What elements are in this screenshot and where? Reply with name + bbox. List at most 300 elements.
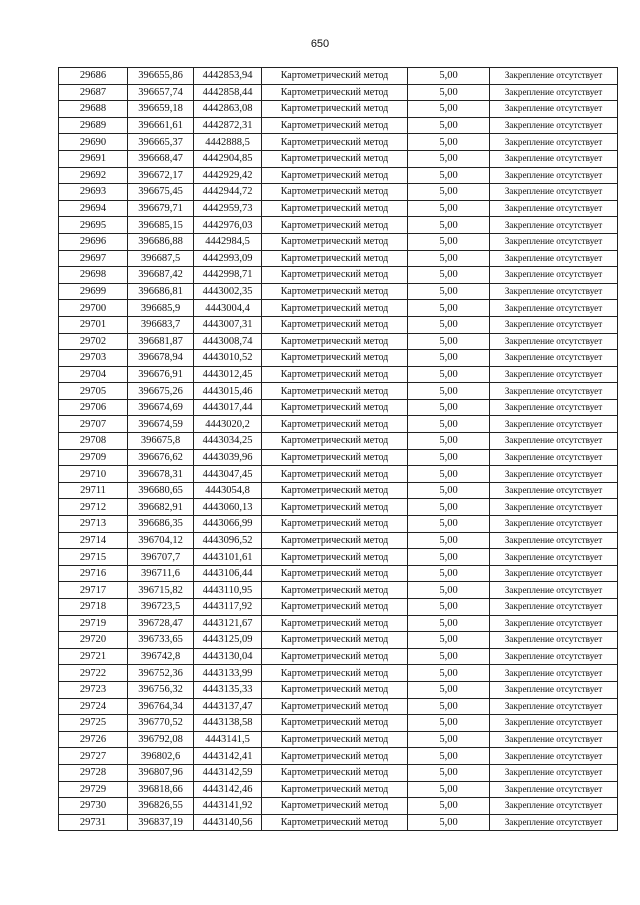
point-number-cell: 29687 (59, 84, 128, 101)
table-row (59, 134, 618, 151)
fixation-cell: Закрепление отсутствует (490, 665, 618, 682)
x-coordinate-cell: 396792,08 (128, 731, 194, 748)
y-coordinate-cell: 4442888,5 (194, 134, 262, 151)
x-coordinate-cell: 396723,5 (128, 599, 194, 616)
y-coordinate-cell: 4443020,2 (194, 416, 262, 433)
method-cell: Картометрический метод (262, 283, 408, 300)
y-coordinate-cell: 4443133,99 (194, 665, 262, 682)
point-number-cell: 29715 (59, 549, 128, 566)
method-cell: Картометрический метод (262, 648, 408, 665)
accuracy-cell: 5,00 (408, 798, 490, 815)
x-coordinate-cell: 396675,8 (128, 433, 194, 450)
fixation-cell: Закрепление отсутствует (490, 134, 618, 151)
point-number-cell: 29709 (59, 449, 128, 466)
accuracy-cell: 5,00 (408, 681, 490, 698)
accuracy-cell: 5,00 (408, 184, 490, 201)
table-row (59, 167, 618, 184)
y-coordinate-cell: 4443141,5 (194, 731, 262, 748)
accuracy-cell: 5,00 (408, 648, 490, 665)
accuracy-cell: 5,00 (408, 549, 490, 566)
accuracy-cell: 5,00 (408, 632, 490, 649)
x-coordinate-cell: 396659,18 (128, 101, 194, 118)
x-coordinate-cell: 396685,15 (128, 217, 194, 234)
x-coordinate-cell: 396679,71 (128, 200, 194, 217)
x-coordinate-cell: 396742,8 (128, 648, 194, 665)
y-coordinate-cell: 4443054,8 (194, 482, 262, 499)
accuracy-cell: 5,00 (408, 565, 490, 582)
y-coordinate-cell: 4443138,58 (194, 715, 262, 732)
y-coordinate-cell: 4442929,42 (194, 167, 262, 184)
fixation-cell: Закрепление отсутствует (490, 316, 618, 333)
table-row (59, 233, 618, 250)
table-row (59, 399, 618, 416)
fixation-cell: Закрепление отсутствует (490, 565, 618, 582)
x-coordinate-cell: 396678,94 (128, 350, 194, 367)
table-row (59, 150, 618, 167)
accuracy-cell: 5,00 (408, 615, 490, 632)
table-row (59, 764, 618, 781)
table-row (59, 482, 618, 499)
fixation-cell: Закрепление отсутствует (490, 681, 618, 698)
table-row (59, 565, 618, 582)
accuracy-cell: 5,00 (408, 68, 490, 85)
fixation-cell: Закрепление отсутствует (490, 68, 618, 85)
fixation-cell: Закрепление отсутствует (490, 433, 618, 450)
point-number-cell: 29688 (59, 101, 128, 118)
point-number-cell: 29713 (59, 516, 128, 533)
accuracy-cell: 5,00 (408, 599, 490, 616)
method-cell: Картометрический метод (262, 781, 408, 798)
table-row (59, 532, 618, 549)
method-cell: Картометрический метод (262, 416, 408, 433)
x-coordinate-cell: 396672,17 (128, 167, 194, 184)
fixation-cell: Закрепление отсутствует (490, 499, 618, 516)
method-cell: Картометрический метод (262, 68, 408, 85)
table-row (59, 781, 618, 798)
method-cell: Картометрический метод (262, 316, 408, 333)
method-cell: Картометрический метод (262, 134, 408, 151)
x-coordinate-cell: 396733,65 (128, 632, 194, 649)
x-coordinate-cell: 396676,62 (128, 449, 194, 466)
x-coordinate-cell: 396704,12 (128, 532, 194, 549)
method-cell: Картометрический метод (262, 549, 408, 566)
method-cell: Картометрический метод (262, 599, 408, 616)
method-cell: Картометрический метод (262, 615, 408, 632)
table-row (59, 698, 618, 715)
method-cell: Картометрический метод (262, 698, 408, 715)
x-coordinate-cell: 396764,34 (128, 698, 194, 715)
fixation-cell: Закрепление отсутствует (490, 798, 618, 815)
table-row (59, 615, 618, 632)
table-row (59, 731, 618, 748)
method-cell: Картометрический метод (262, 383, 408, 400)
fixation-cell: Закрепление отсутствует (490, 350, 618, 367)
table-row (59, 68, 618, 85)
y-coordinate-cell: 4443034,25 (194, 433, 262, 450)
y-coordinate-cell: 4443137,47 (194, 698, 262, 715)
fixation-cell: Закрепление отсутствует (490, 814, 618, 831)
fixation-cell: Закрепление отсутствует (490, 532, 618, 549)
point-number-cell: 29691 (59, 150, 128, 167)
table-row (59, 316, 618, 333)
accuracy-cell: 5,00 (408, 267, 490, 284)
fixation-cell: Закрепление отсутствует (490, 250, 618, 267)
x-coordinate-cell: 396655,86 (128, 68, 194, 85)
y-coordinate-cell: 4443141,92 (194, 798, 262, 815)
point-number-cell: 29710 (59, 466, 128, 483)
fixation-cell: Закрепление отсутствует (490, 300, 618, 317)
method-cell: Картометрический метод (262, 814, 408, 831)
accuracy-cell: 5,00 (408, 399, 490, 416)
fixation-cell: Закрепление отсутствует (490, 366, 618, 383)
accuracy-cell: 5,00 (408, 117, 490, 134)
page-number: 650 (310, 38, 330, 50)
method-cell: Картометрический метод (262, 681, 408, 698)
fixation-cell: Закрепление отсутствует (490, 399, 618, 416)
point-number-cell: 29721 (59, 648, 128, 665)
y-coordinate-cell: 4443096,52 (194, 532, 262, 549)
accuracy-cell: 5,00 (408, 333, 490, 350)
method-cell: Картометрический метод (262, 731, 408, 748)
x-coordinate-cell: 396728,47 (128, 615, 194, 632)
x-coordinate-cell: 396756,32 (128, 681, 194, 698)
accuracy-cell: 5,00 (408, 466, 490, 483)
point-number-cell: 29689 (59, 117, 128, 134)
table-row (59, 200, 618, 217)
y-coordinate-cell: 4443106,44 (194, 565, 262, 582)
fixation-cell: Закрепление отсутствует (490, 764, 618, 781)
fixation-cell: Закрепление отсутствует (490, 549, 618, 566)
table-row (59, 101, 618, 118)
point-number-cell: 29727 (59, 748, 128, 765)
table-row (59, 715, 618, 732)
table-row (59, 516, 618, 533)
fixation-cell: Закрепление отсутствует (490, 117, 618, 134)
table-row (59, 350, 618, 367)
y-coordinate-cell: 4442998,71 (194, 267, 262, 284)
y-coordinate-cell: 4443012,45 (194, 366, 262, 383)
point-number-cell: 29730 (59, 798, 128, 815)
y-coordinate-cell: 4442853,94 (194, 68, 262, 85)
method-cell: Картометрический метод (262, 532, 408, 549)
method-cell: Картометрический метод (262, 117, 408, 134)
point-number-cell: 29726 (59, 731, 128, 748)
table-row (59, 549, 618, 566)
method-cell: Картометрический метод (262, 101, 408, 118)
x-coordinate-cell: 396770,52 (128, 715, 194, 732)
y-coordinate-cell: 4443101,61 (194, 549, 262, 566)
method-cell: Картометрический метод (262, 200, 408, 217)
table-row (59, 632, 618, 649)
x-coordinate-cell: 396685,9 (128, 300, 194, 317)
method-cell: Картометрический метод (262, 565, 408, 582)
table-row (59, 250, 618, 267)
x-coordinate-cell: 396752,36 (128, 665, 194, 682)
method-cell: Картометрический метод (262, 84, 408, 101)
point-number-cell: 29686 (59, 68, 128, 85)
fixation-cell: Закрепление отсутствует (490, 150, 618, 167)
y-coordinate-cell: 4443130,04 (194, 648, 262, 665)
accuracy-cell: 5,00 (408, 101, 490, 118)
table-row (59, 449, 618, 466)
point-number-cell: 29716 (59, 565, 128, 582)
accuracy-cell: 5,00 (408, 250, 490, 267)
x-coordinate-cell: 396687,5 (128, 250, 194, 267)
point-number-cell: 29720 (59, 632, 128, 649)
x-coordinate-cell: 396707,7 (128, 549, 194, 566)
fixation-cell: Закрепление отсутствует (490, 267, 618, 284)
method-cell: Картометрический метод (262, 482, 408, 499)
x-coordinate-cell: 396711,6 (128, 565, 194, 582)
point-number-cell: 29705 (59, 383, 128, 400)
accuracy-cell: 5,00 (408, 200, 490, 217)
method-cell: Картометрический метод (262, 300, 408, 317)
accuracy-cell: 5,00 (408, 167, 490, 184)
fixation-cell: Закрепление отсутствует (490, 383, 618, 400)
point-number-cell: 29702 (59, 333, 128, 350)
accuracy-cell: 5,00 (408, 731, 490, 748)
method-cell: Картометрический метод (262, 217, 408, 234)
fixation-cell: Закрепление отсутствует (490, 200, 618, 217)
x-coordinate-cell: 396665,37 (128, 134, 194, 151)
method-cell: Картометрический метод (262, 466, 408, 483)
accuracy-cell: 5,00 (408, 383, 490, 400)
accuracy-cell: 5,00 (408, 300, 490, 317)
accuracy-cell: 5,00 (408, 350, 490, 367)
point-number-cell: 29725 (59, 715, 128, 732)
point-number-cell: 29728 (59, 764, 128, 781)
x-coordinate-cell: 396675,45 (128, 184, 194, 201)
accuracy-cell: 5,00 (408, 134, 490, 151)
table-row (59, 814, 618, 831)
y-coordinate-cell: 4443121,67 (194, 615, 262, 632)
accuracy-cell: 5,00 (408, 698, 490, 715)
point-number-cell: 29724 (59, 698, 128, 715)
method-cell: Картометрический метод (262, 366, 408, 383)
x-coordinate-cell: 396802,6 (128, 748, 194, 765)
method-cell: Картометрический метод (262, 516, 408, 533)
y-coordinate-cell: 4442959,73 (194, 200, 262, 217)
fixation-cell: Закрепление отсутствует (490, 466, 618, 483)
method-cell: Картометрический метод (262, 582, 408, 599)
point-number-cell: 29700 (59, 300, 128, 317)
y-coordinate-cell: 4443002,35 (194, 283, 262, 300)
y-coordinate-cell: 4443142,46 (194, 781, 262, 798)
method-cell: Картометрический метод (262, 267, 408, 284)
x-coordinate-cell: 396676,91 (128, 366, 194, 383)
fixation-cell: Закрепление отсутствует (490, 615, 618, 632)
y-coordinate-cell: 4443010,52 (194, 350, 262, 367)
fixation-cell: Закрепление отсутствует (490, 582, 618, 599)
point-number-cell: 29708 (59, 433, 128, 450)
x-coordinate-cell: 396686,81 (128, 283, 194, 300)
table-row (59, 84, 618, 101)
y-coordinate-cell: 4443140,56 (194, 814, 262, 831)
x-coordinate-cell: 396678,31 (128, 466, 194, 483)
point-number-cell: 29729 (59, 781, 128, 798)
point-number-cell: 29693 (59, 184, 128, 201)
table-row (59, 217, 618, 234)
x-coordinate-cell: 396818,66 (128, 781, 194, 798)
y-coordinate-cell: 4442944,72 (194, 184, 262, 201)
point-number-cell: 29694 (59, 200, 128, 217)
accuracy-cell: 5,00 (408, 516, 490, 533)
accuracy-cell: 5,00 (408, 499, 490, 516)
table-row (59, 184, 618, 201)
coordinates-table (58, 67, 618, 831)
point-number-cell: 29701 (59, 316, 128, 333)
y-coordinate-cell: 4442872,31 (194, 117, 262, 134)
method-cell: Картометрический метод (262, 350, 408, 367)
fixation-cell: Закрепление отсутствует (490, 101, 618, 118)
accuracy-cell: 5,00 (408, 582, 490, 599)
point-number-cell: 29711 (59, 482, 128, 499)
table-row (59, 681, 618, 698)
accuracy-cell: 5,00 (408, 233, 490, 250)
fixation-cell: Закрепление отсутствует (490, 731, 618, 748)
point-number-cell: 29712 (59, 499, 128, 516)
x-coordinate-cell: 396807,96 (128, 764, 194, 781)
point-number-cell: 29704 (59, 366, 128, 383)
point-number-cell: 29723 (59, 681, 128, 698)
y-coordinate-cell: 4443110,95 (194, 582, 262, 599)
fixation-cell: Закрепление отсутствует (490, 748, 618, 765)
x-coordinate-cell: 396683,7 (128, 316, 194, 333)
point-number-cell: 29696 (59, 233, 128, 250)
table-row (59, 117, 618, 134)
accuracy-cell: 5,00 (408, 482, 490, 499)
y-coordinate-cell: 4442863,08 (194, 101, 262, 118)
accuracy-cell: 5,00 (408, 217, 490, 234)
method-cell: Картометрический метод (262, 715, 408, 732)
x-coordinate-cell: 396837,19 (128, 814, 194, 831)
accuracy-cell: 5,00 (408, 150, 490, 167)
accuracy-cell: 5,00 (408, 433, 490, 450)
y-coordinate-cell: 4442993,09 (194, 250, 262, 267)
table-row (59, 748, 618, 765)
accuracy-cell: 5,00 (408, 814, 490, 831)
accuracy-cell: 5,00 (408, 366, 490, 383)
fixation-cell: Закрепление отсутствует (490, 84, 618, 101)
fixation-cell: Закрепление отсутствует (490, 648, 618, 665)
accuracy-cell: 5,00 (408, 715, 490, 732)
x-coordinate-cell: 396686,35 (128, 516, 194, 533)
table-row (59, 366, 618, 383)
point-number-cell: 29698 (59, 267, 128, 284)
method-cell: Картометрический метод (262, 433, 408, 450)
y-coordinate-cell: 4443017,44 (194, 399, 262, 416)
table-body (59, 68, 618, 831)
method-cell: Картометрический метод (262, 499, 408, 516)
x-coordinate-cell: 396715,82 (128, 582, 194, 599)
y-coordinate-cell: 4443142,59 (194, 764, 262, 781)
y-coordinate-cell: 4443135,33 (194, 681, 262, 698)
table-row (59, 416, 618, 433)
point-number-cell: 29722 (59, 665, 128, 682)
y-coordinate-cell: 4442904,85 (194, 150, 262, 167)
point-number-cell: 29707 (59, 416, 128, 433)
method-cell: Картометрический метод (262, 184, 408, 201)
method-cell: Картометрический метод (262, 748, 408, 765)
fixation-cell: Закрепление отсутствует (490, 715, 618, 732)
point-number-cell: 29714 (59, 532, 128, 549)
point-number-cell: 29692 (59, 167, 128, 184)
fixation-cell: Закрепление отсутствует (490, 416, 618, 433)
fixation-cell: Закрепление отсутствует (490, 233, 618, 250)
fixation-cell: Закрепление отсутствует (490, 283, 618, 300)
x-coordinate-cell: 396661,61 (128, 117, 194, 134)
accuracy-cell: 5,00 (408, 764, 490, 781)
table-row (59, 499, 618, 516)
x-coordinate-cell: 396674,69 (128, 399, 194, 416)
point-number-cell: 29706 (59, 399, 128, 416)
method-cell: Картометрический метод (262, 449, 408, 466)
table-row (59, 798, 618, 815)
point-number-cell: 29718 (59, 599, 128, 616)
y-coordinate-cell: 4442984,5 (194, 233, 262, 250)
accuracy-cell: 5,00 (408, 283, 490, 300)
accuracy-cell: 5,00 (408, 532, 490, 549)
accuracy-cell: 5,00 (408, 316, 490, 333)
fixation-cell: Закрепление отсутствует (490, 698, 618, 715)
y-coordinate-cell: 4442858,44 (194, 84, 262, 101)
fixation-cell: Закрепление отсутствует (490, 333, 618, 350)
x-coordinate-cell: 396675,26 (128, 383, 194, 400)
table-row (59, 648, 618, 665)
table-row (59, 466, 618, 483)
y-coordinate-cell: 4443117,92 (194, 599, 262, 616)
fixation-cell: Закрепление отсутствует (490, 184, 618, 201)
table-row (59, 300, 618, 317)
method-cell: Картометрический метод (262, 333, 408, 350)
method-cell: Картометрический метод (262, 798, 408, 815)
fixation-cell: Закрепление отсутствует (490, 781, 618, 798)
table-row (59, 582, 618, 599)
y-coordinate-cell: 4443039,96 (194, 449, 262, 466)
accuracy-cell: 5,00 (408, 416, 490, 433)
table-row (59, 599, 618, 616)
x-coordinate-cell: 396668,47 (128, 150, 194, 167)
x-coordinate-cell: 396674,59 (128, 416, 194, 433)
y-coordinate-cell: 4443047,45 (194, 466, 262, 483)
x-coordinate-cell: 396826,55 (128, 798, 194, 815)
method-cell: Картометрический метод (262, 399, 408, 416)
method-cell: Картометрический метод (262, 632, 408, 649)
accuracy-cell: 5,00 (408, 665, 490, 682)
table-row (59, 665, 618, 682)
point-number-cell: 29695 (59, 217, 128, 234)
x-coordinate-cell: 396657,74 (128, 84, 194, 101)
y-coordinate-cell: 4443060,13 (194, 499, 262, 516)
method-cell: Картометрический метод (262, 167, 408, 184)
point-number-cell: 29719 (59, 615, 128, 632)
point-number-cell: 29703 (59, 350, 128, 367)
point-number-cell: 29731 (59, 814, 128, 831)
point-number-cell: 29717 (59, 582, 128, 599)
y-coordinate-cell: 4443004,4 (194, 300, 262, 317)
fixation-cell: Закрепление отсутствует (490, 482, 618, 499)
table-row (59, 383, 618, 400)
y-coordinate-cell: 4443142,41 (194, 748, 262, 765)
x-coordinate-cell: 396687,42 (128, 267, 194, 284)
accuracy-cell: 5,00 (408, 748, 490, 765)
point-number-cell: 29699 (59, 283, 128, 300)
y-coordinate-cell: 4443066,99 (194, 516, 262, 533)
x-coordinate-cell: 396681,87 (128, 333, 194, 350)
y-coordinate-cell: 4443007,31 (194, 316, 262, 333)
x-coordinate-cell: 396682,91 (128, 499, 194, 516)
y-coordinate-cell: 4442976,03 (194, 217, 262, 234)
